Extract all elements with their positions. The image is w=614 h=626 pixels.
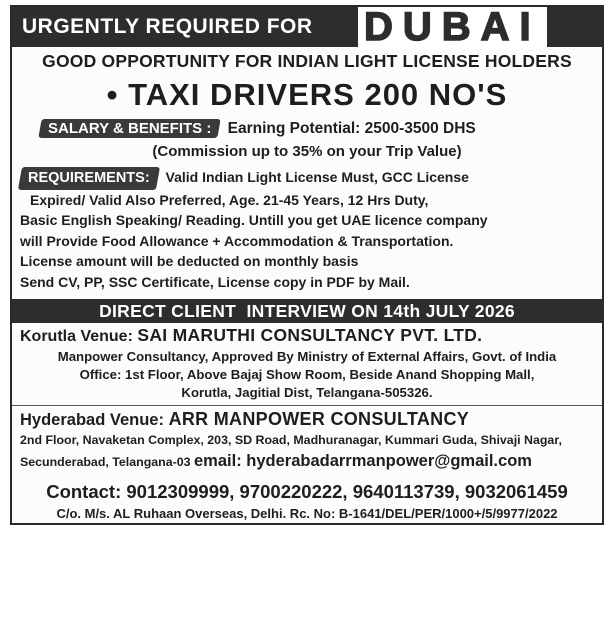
venue-address-line: Office: 1st Floor, Above Bajaj Show Room, Beside Anand Shopping Mall,	[79, 367, 535, 382]
venue-address-line: 2nd Floor, Navaketan Complex, 203, SD Road, Madhuranagar, Kummari Guda, Shivaji Nagar,	[20, 433, 562, 447]
venue-address-line: Manpower Consultancy, Approved By Ministry of External Affairs, Govt. of India	[57, 349, 557, 364]
requirements-line: will Provide Food Allowance + Accommodation & Transportation.	[20, 232, 454, 249]
requirements-label: REQUIREMENTS:	[28, 170, 150, 186]
salary-text: Earning Potential: 2500-3500 DHS	[227, 120, 476, 137]
venue-label: Hyderabad Venue:	[20, 411, 164, 429]
email-text: email: hyderabadarrmanpower@gmail.com	[194, 452, 532, 470]
requirements-label-badge	[18, 167, 160, 190]
korutla-venue	[12, 325, 602, 402]
requirements-line: Expired/ Valid Also Preferred, Age. 21-45 Years, 12 Hrs Duty,	[30, 191, 429, 208]
salary-label-badge	[38, 119, 221, 138]
requirements-line: License amount will be deducted on monthly basis	[20, 253, 359, 269]
header-lead: URGENTLY REQUIRED FOR	[22, 15, 313, 38]
requirements-line: Basic English Speaking/ Reading. Untill you get UAE licence company	[20, 212, 488, 228]
divider	[12, 405, 602, 406]
requirements-line	[20, 167, 598, 190]
venue-name: ARR MANPOWER CONSULTANCY	[168, 409, 470, 429]
venue-heading	[12, 409, 602, 430]
requirements-block	[20, 167, 598, 292]
requirements-line: Send CV, PP, SSC Certificate, License copy in PDF by Mail.	[20, 273, 410, 290]
job-title: • TAXI DRIVERS 200 NO'S	[106, 77, 508, 112]
venue-name: SAI MARUTHI CONSULTANCY PVT. LTD.	[137, 325, 483, 345]
commission-note: (Commission up to 35% on your Trip Value)	[152, 143, 462, 160]
header-destination-box	[358, 7, 602, 47]
venue-address-line: Korutla, Jagitial Dist, Telangana-505326.	[181, 385, 433, 400]
header-bar	[12, 7, 602, 47]
venue-label: Korutla Venue:	[20, 328, 133, 345]
subheading: GOOD OPPORTUNITY FOR INDIAN LIGHT LICENSE HOLDERS	[42, 51, 572, 71]
salary-line	[40, 119, 476, 138]
salary-label: SALARY & BENEFITS :	[48, 120, 212, 137]
venue-address-line	[12, 451, 602, 473]
contact-numbers: Contact: 9012309999, 9700220222, 9640113739, 9032061459	[46, 481, 568, 502]
hyderabad-venue	[12, 409, 602, 473]
venue-heading	[12, 325, 602, 346]
venue-address	[12, 348, 602, 402]
job-advertisement	[10, 5, 604, 525]
care-of-line: C/o. M/s. AL Ruhaan Overseas, Delhi. Rc. No: B-1641/DEL/PER/1000+/5/9977/2022	[56, 506, 558, 521]
requirements-text: Valid Indian Light License Must, GCC License	[165, 169, 469, 185]
interview-banner: DIRECT CLIENT INTERVIEW ON 14th JULY 2026	[12, 299, 602, 323]
venue-address-city: Secunderabad, Telangana-03	[20, 455, 191, 469]
header-destination: DUBAI	[358, 5, 547, 49]
